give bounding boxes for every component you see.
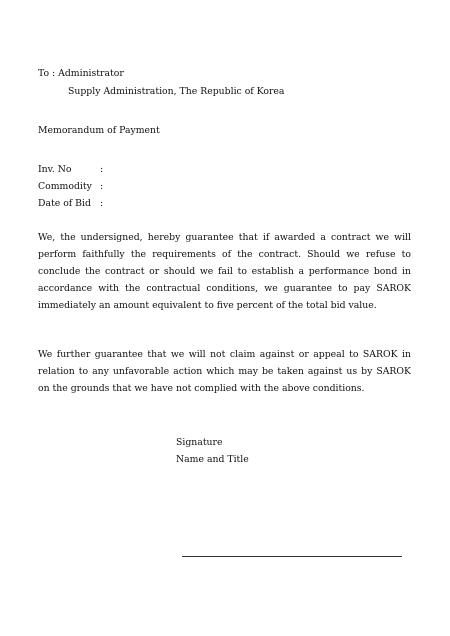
signature-label: Signature — [176, 437, 223, 448]
no-claim-paragraph: We further guarantee that we will not claim against or appeal to SAROK in relation to any unfavorable action which may be taken against us by SAROK on the grounds that we have not complied with the above conditions. — [38, 349, 411, 394]
field-date-of-bid — [38, 198, 103, 210]
field-commodity-value: : — [100, 181, 104, 192]
field-commodity-label: Commodity — [38, 181, 92, 192]
field-date-of-bid-value: : — [100, 198, 104, 209]
field-inv-no-label: Inv. No — [38, 164, 72, 175]
field-inv-no — [38, 164, 103, 176]
field-commodity — [38, 181, 103, 193]
field-inv-no-value: : — [100, 164, 104, 175]
document-title: Memorandum of Payment — [38, 125, 160, 136]
signature-line — [182, 556, 402, 557]
guarantee-paragraph: We, the undersigned, hereby guarantee that if awarded a contract we will perform faithfully the requirements of the contract. Should we refuse to conclude the contract or should we fail to establish a performance bond in accordance with the contractual conditions, we guarantee to pay SAROK immediately an amount equivalent to five percent of the total bid value. — [38, 232, 411, 311]
to-address: Supply Administration, The Republic of Korea — [68, 86, 285, 97]
field-date-of-bid-label: Date of Bid — [38, 198, 91, 209]
name-title-label: Name and Title — [176, 454, 249, 465]
to-line: To : Administrator — [38, 68, 124, 79]
